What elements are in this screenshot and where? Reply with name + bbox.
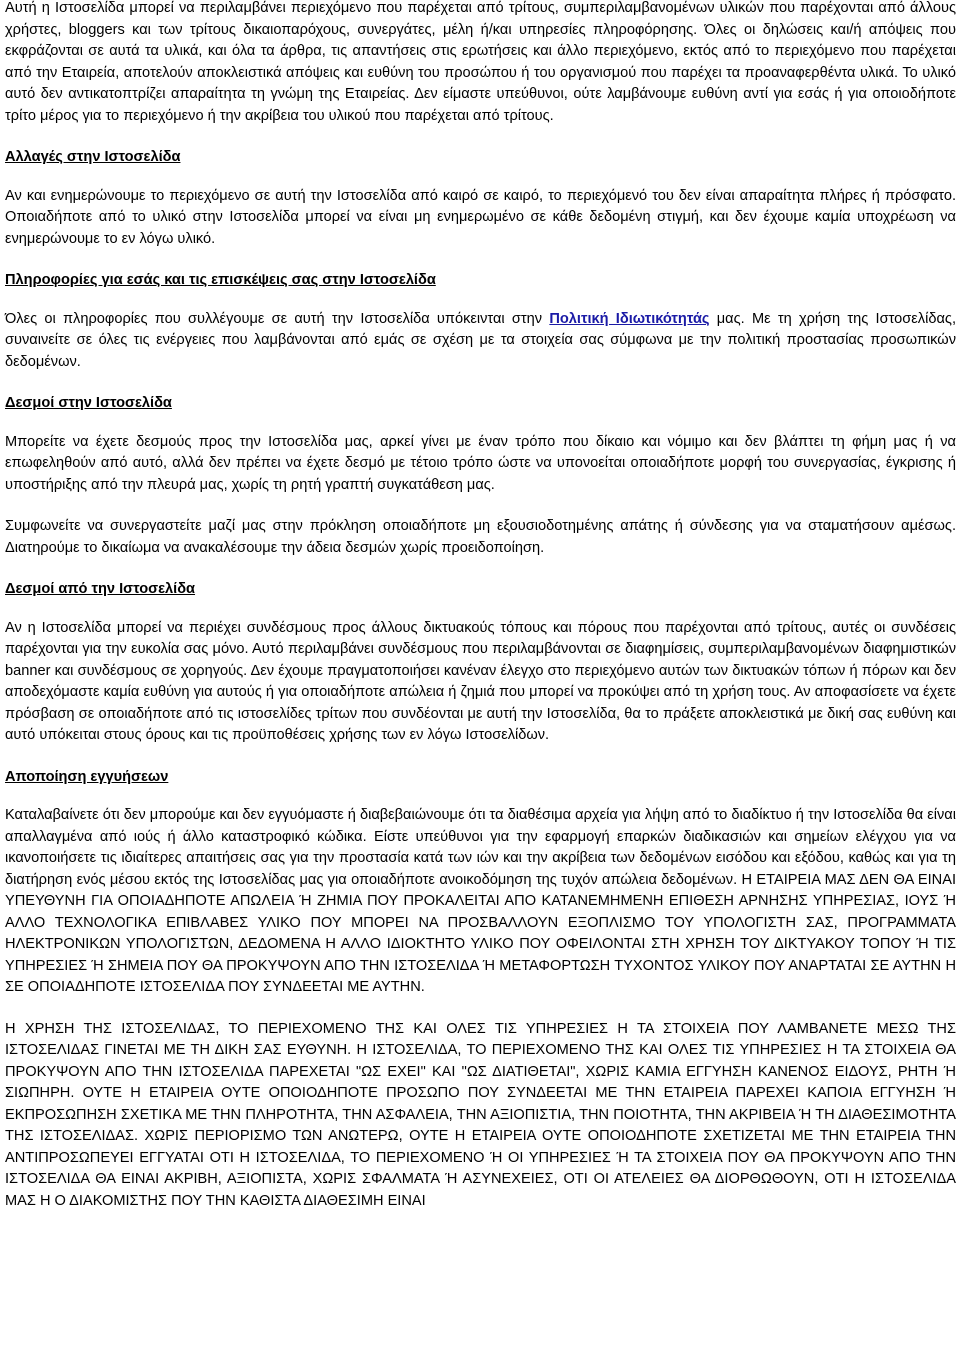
info-text-before: Όλες οι πληροφορίες που συλλέγουμε σε αυτή την Ιστοσελίδα υπόκεινται στην <box>5 310 550 327</box>
heading-links-from: Δεσμοί από την Ιστοσελίδα <box>5 581 196 597</box>
heading-disclaimer: Αποποίηση εγγυήσεων <box>5 768 169 785</box>
heading-links-to: Δεσμοί στην Ιστοσελίδα <box>5 395 172 411</box>
info-paragraph <box>5 309 956 374</box>
links-to-paragraph-1: Μπορείτε να έχετε δεσμούς προς την Ιστοσελίδα μας, αρκεί γίνει με έναν τρόπο που δίκαιο και νόμιμο και δεν βλάπτει τη φήμη μας ή να επωφεληθούν από αυτό, αλλά δεν πρέπει να έχετε δεσμό με τέτοιο τρόπο ώστε να υπονοείται οποιαδήποτε μορφή του συνεργασίας, έγκρισης ή υποστήριξης από την πλευρά μας, χωρίς τη ρητή γραπτή συγκατάθεση μας. <box>5 433 956 493</box>
privacy-policy-link[interactable]: Πολιτική Ιδιωτικότητάς <box>549 310 710 327</box>
heading-changes: Αλλαγές στην Ιστοσελίδα <box>5 149 181 165</box>
disclaimer-paragraph-2: Η ΧΡΗΣΗ ΤΗΣ ΙΣΤΟΣΕΛΙΔΑΣ, ΤΟ ΠΕΡΙΕΧΟΜΕΝΟ ΤΗΣ ΚΑΙ ΟΛΕΣ ΤΙΣ ΥΠΗΡΕΣΙΕΣ Η ΤΑ ΣΤΟΙΧΕΙΑ ΠΟΥ ΛΑΜΒΑΝΕΤΕ ΜΕΣΩ ΤΗΣ ΙΣΤΟΣΕΛΙΔΑΣ ΓΙΝΕΤΑΙ ΜΕ ΤΗ ΔΙΚΗ ΣΑΣ ΕΥΘΥΝΗ. Η ΙΣΤΟΣΕΛΙΔΑ, ΤΟ ΠΕΡΙΕΧΟΜΕΝΟ ΤΗΣ ΚΑΙ ΟΛΕΣ ΤΙΣ ΥΠΗΡΕΣΙΕΣ Η ΤΑ ΣΤΟΙΧΕΙΑ ΘΑ ΠΡΟΚΥΨΟΥΝ ΑΠΟ ΤΗΝ ΙΣΤΟΣΕΛΙΔΑ ΠΑΡΕΧΕΤΑΙ "ΩΣ ΕΧΕΙ" ΚΑΙ "ΩΣ ΔΙΑΤΙΘΕΤΑΙ", ΧΩΡΙΣ ΚΑΜΙΑ ΕΓΓΥΗΣΗ ΚΑΝΕΝΟΣ ΕΙΔΟΥΣ, ΡΗΤΗ Ή ΣΙΩΠΗΡΗ. ΟΥΤΕ Η ΕΤΑΙΡΕΙΑ ΟΥΤΕ ΟΠΟΙΟΔΗΠΟΤΕ ΠΡΟΣΩΠΟ ΠΟΥ ΣΥΝΔΕΕΤΑΙ ΜΕ ΤΗΝ ΕΤΑΙΡΕΙΑ ΠΑΡΕΧΕΙ ΚΑΠΟΙΑ ΕΓΓΥΗΣΗ Ή ΕΚΠΡΟΣΩΠΗΣΗ ΣΧΕΤΙΚΑ ΜΕ ΤΗΝ ΠΛΗΡΟΤΗΤΑ, ΤΗΝ ΑΣΦΑΛΕΙΑ, ΤΗΝ ΑΞΙΟΠΙΣΤΙΑ, ΤΗΝ ΠΟΙΟΤΗΤΑ, ΤΗΝ ΑΚΡΙΒΕΙΑ Ή ΤΗ ΔΙΑΘΕΣΙΜΟΤΗΤΑ ΤΗΣ ΙΣΤΟΣΕΛΙΔΑΣ. ΧΩΡΙΣ ΠΕΡΙΟΡΙΣΜΟ ΤΩΝ ΑΝΩΤΕΡΩ, ΟΥΤΕ Η ΕΤΑΙΡΕΙΑ ΟΥΤΕ ΟΠΟΙΟΔΗΠΟΤΕ ΣΧΕΤΙΖΕΤΑΙ ΜΕ ΤΗΝ ΕΤΑΙΡΕΙΑ ΤΗΝ ΑΝΤΙΠΡΟΣΩΠΕΥΕΙ ΕΓΓΥΑΤΑΙ ΟΤΙ Η ΙΣΤΟΣΕΛΙΔΑ, ΤΟ ΠΕΡΙΕΧΟΜΕΝΟ Ή ΟΙ ΥΠΗΡΕΣΙΕΣ Ή ΤΑ ΣΤΟΙΧΕΙΑ ΠΟΥ ΘΑ ΠΡΟΚΥΨΟΥΝ ΑΠΟ ΤΗΝ ΙΣΤΟΣΕΛΙΔΑ ΘΑ ΕΙΝΑΙ ΑΚΡΙΒΗ, ΑΞΙΟΠΙΣΤΑ, ΧΩΡΙΣ ΣΦΑΛΜΑΤΑ Ή ΑΣΥΝΕΧΕΙΕΣ, ΟΤΙ ΟΙ ΑΤΕΛΕΙΕΣ ΘΑ ΔΙΟΡΘΩΘΟΥΝ, ΟΤΙ Η ΙΣΤΟΣΕΛΙΔΑ ΜΑΣ Η Ο ΔΙΑΚΟΜΙΣΤΗΣ ΠΟΥ ΤΗΝ ΚΑΘΙΣΤΑ ΔΙΑΘΕΣΙΜΗ ΕΙΝΑΙ <box>5 1020 956 1209</box>
links-from-paragraph: Αν η Ιστοσελίδα μπορεί να περιέχει συνδέσμους προς άλλους δικτυακούς τόπους και πόρους που παρέχονται από τρίτους, αυτές οι συνδέσεις παρέχονται για την ευκολία σας μόνο. Αυτό περιλαμβάνει συνδέσμους που περιλαμβάνονται σε διαφημίσεις, συμπεριλαμβανομένων διαφημιστικών banner και συνδέσμους σε χορηγούς. Δεν έχουμε πραγματοποιήσει κανέναν έλεγχο στο περιεχόμενο αυτών των δικτυακών τόπων ή πόρων και δεν αποδεχόμαστε καμία ευθύνη για αυτούς ή για οποιαδήποτε απώλεια ή ζημιά που μπορεί να προκύψει από τη χρήση τους. Αν αποφασίσετε να έχετε πρόσβαση σε οποιαδήποτε από τις ιστοσελίδες τρίτων που συνδέονται με αυτή την Ιστοσελίδα, θα το πράξετε αποκλειστικά με δική σας ευθύνη και αυτό υπόκειται στους όρους και τις προϋποθέσεις χρήσης των εν λόγω Ιστοσελίδων. <box>5 619 956 743</box>
changes-paragraph: Αν και ενημερώνουμε το περιεχόμενο σε αυτή την Ιστοσελίδα από καιρό σε καιρό, το περιεχόμενό του δεν είναι απαραίτητα πλήρες ή πρόσφατο. Οποιαδήποτε από το υλικό στην Ιστοσελίδα μπορεί να είναι μη ενημερωμένο σε κάθε δεδομένη στιγμή, και δεν έχουμε καμία υποχρέωση να ενημερώνουμε το εν λόγω υλικό. <box>5 187 956 247</box>
links-to-paragraph-2: Συμφωνείτε να συνεργαστείτε μαζί μας στην πρόκληση οποιαδήποτε μη εξουσιοδοτημένης απάτης ή σύνδεσης για να σταματήσουν αμέσως. Διατηρούμε το δικαίωμα να ανακαλέσουμε την άδεια δεσμών χωρίς προειδοποίηση. <box>5 518 956 556</box>
intro-paragraph: Αυτή η Ιστοσελίδα μπορεί να περιλαμβάνει περιεχόμενο που παρέχεται από τρίτους, συμπεριλαμβανομένων υλικών που παρέχονται από άλλους χρήστες, bloggers και των τρίτους δικαιοπαρόχους, συνεργάτες, μέλη ή/και υπηρεσίες πληροφόρησης. Όλες οι δηλώσεις και/ή απόψεις που εκφράζονται σε αυτά τα υλικά, και όλα τα άρθρα, τις απαντήσεις στις ερωτήσεις και άλλο περιεχόμενο, εκτός από το περιεχόμενο που παρέχεται από την Εταιρεία, αποτελούν αποκλειστικά απόψεις και ευθύνη του προσώπου ή του οργανισμού που παρέχει τα προαναφερθέντα υλικά. Το υλικό αυτό δεν αντικατοπτρίζει απαραίτητα τη γνώμη της Εταιρείας. Δεν είμαστε υπεύθυνοι, ούτε λαμβάνουμε ευθύνη αντί για εσάς ή για οποιοδήποτε τρίτο μέρος για το περιεχόμενο ή την ακρίβεια του υλικού που παρέχεται από τρίτους. <box>5 0 956 124</box>
heading-info: Πληροφορίες για εσάς και τις επισκέψεις σας στην Ιστοσελίδα <box>5 272 436 288</box>
info-text-after: μας. Με τη χρήση της Ιστοσελίδας, συναινείτε σε όλες τις ενέργειες που λαμβάνονται από εμάς σε σχέση με τα στοιχεία σας σύμφωνα με την πολιτική προστασίας προσωπικών δεδομένων. <box>5 310 956 370</box>
disclaimer-paragraph-1: Καταλαβαίνετε ότι δεν μπορούμε και δεν εγγυόμαστε ή διαβεβαιώνουμε ότι τα διαθέσιμα αρχεία για λήψη από το διαδίκτυο ή την Ιστοσελίδα θα είναι απαλλαγμένα από ιούς ή άλλο καταστροφικό κώδικα. Είστε υπεύθυνοι για την εφαρμογή επαρκών διαδικασιών και σημείων ελέγχου για να ικανοποιήσετε τις ιδιαίτερες απαιτήσεις σας για την προστασία κατά των ιών και την ακρίβεια των δεδομένων εισόδου και εξόδου, καθώς και για τη διατήρηση ενός μέσου εκτός της Ιστοσελίδας μας για οποιαδήποτε ανοικοδόμηση της τυχόν απώλεια δεδομένων. Η ΕΤΑΙΡΕΙΑ ΜΑΣ ΔΕΝ ΘΑ ΕΙΝΑΙ ΥΠΕΥΘΥΝΗ ΓΙΑ ΟΠΟΙΑΔΗΠΟΤΕ ΑΠΩΛΕΙΑ Ή ΖΗΜΙΑ ΠΟΥ ΠΡΟΚΑΛΕΙΤΑΙ ΑΠΟ ΚΑΤΑΝΕΜΗΜΕΝΗ ΕΠΙΘΕΣΗ ΑΡΝΗΣΗΣ ΥΠΗΡΕΣΙΑΣ, ΙΟΥΣ Ή ΑΛΛΟ ΤΕΧΝΟΛΟΓΙΚΑ ΕΠΙΒΛΑΒΕΣ ΥΛΙΚΟ ΠΟΥ ΜΠΟΡΕΙ ΝΑ ΠΡΟΣΒΑΛΛΟΥΝ ΕΞΟΠΛΙΣΜΟ ΤΟΥ ΥΠΟΛΟΓΙΣΤΗ ΣΑΣ, ΠΡΟΓΡΑΜΜΑΤΑ ΗΛΕΚΤΡΟΝΙΚΩΝ ΥΠΟΛΟΓΙΣΤΩΝ, ΔΕΔΟΜΕΝΑ Η ΑΛΛΟ ΙΔΙΟΚΤΗΤΟ ΥΛΙΚΟ ΠΟΥ ΟΦΕΙΛΟΝΤΑΙ ΣΤΗ ΧΡΗΣΗ ΤΟΥ ΔΙΚΤΥΑΚΟΥ ΤΟΠΟΥ Ή ΤΙΣ ΥΠΗΡΕΣΙΕΣ Ή ΣΗΜΕΙΑ ΠΟΥ ΘΑ ΠΡΟΚΥΨΟΥΝ ΑΠΟ ΤΗΝ ΙΣΤΟΣΕΛΙΔΑ Ή ΜΕΤΑΦΟΡΤΩΣΗ ΤΥΧΟΝΤΟΣ ΥΛΙΚΟΥ ΠΟΥ ΑΝΑΡΤΑΤΑΙ ΣΕ ΑΥΤΗΝ Η ΣΕ ΟΠΟΙΑΔΗΠΟΤΕ ΙΣΤΟΣΕΛΙΔΑ ΠΟΥ ΣΥΝΔΕΕΤΑΙ ΜΕ ΑΥΤΗΝ. <box>5 807 956 995</box>
